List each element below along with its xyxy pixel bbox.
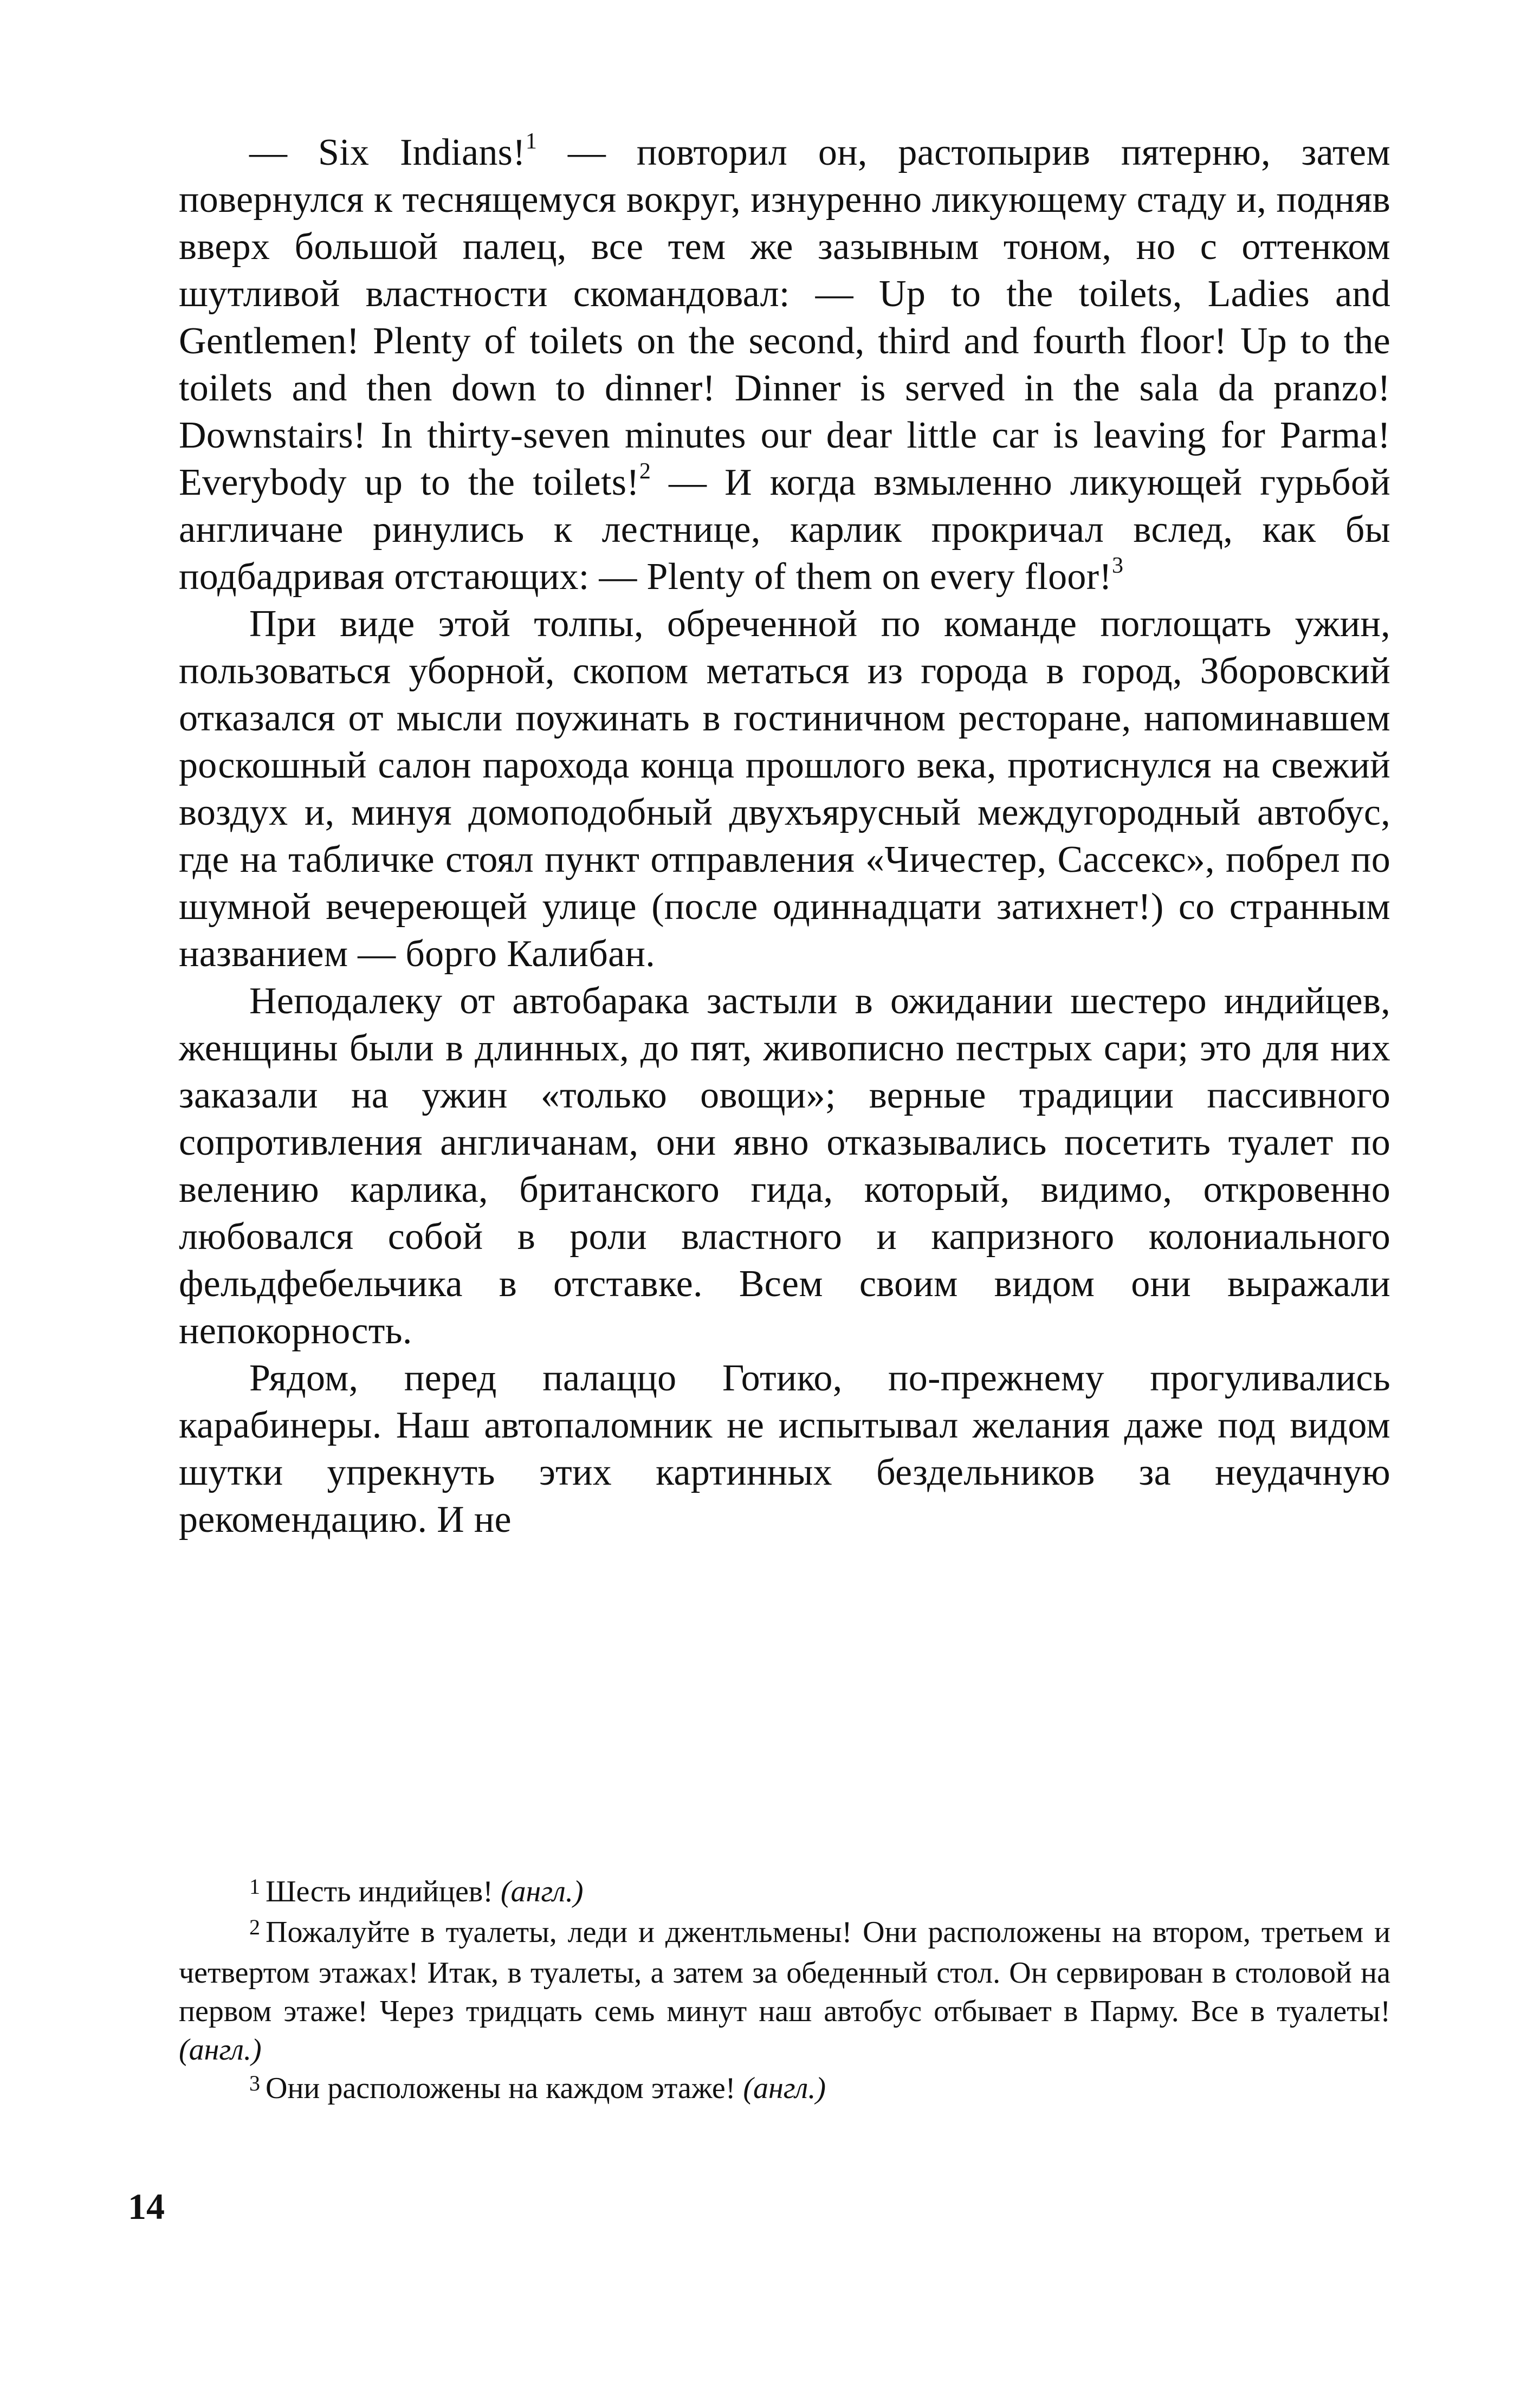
page-body [179,129,1390,1543]
paragraph [179,129,1390,600]
footnote-mark: 1 [249,1874,260,1899]
footnote-mark: 3 [249,2071,260,2095]
footnote-ref: 1 [525,128,538,154]
footnote [179,1913,1390,2069]
footnote-text: Шесть индийцев! [266,1875,493,1908]
footnote-ref: 3 [1111,553,1124,578]
footnote [179,1873,1390,1913]
footnote-lang: (англ.) [179,2033,262,2067]
paragraph-text: — повторил он, растопырив пятерню, затем повернулся к теснящемуся вокруг, изнуренно ликующему стаду и, подняв вверх большой палец, все тем же зазывным тоном, но с оттенком шутливой властности скомандовал: — Up to the toilets, Ladies and Gentlemen! Plenty of toilets on the second, third and fourth floor! Up to the toilets and then down to dinner! Dinner is served in the sala da pranzo! Downstairs! In thirty-seven minutes our dear little car is leaving for Parma! Everybody up to the toilets! [179,132,1390,503]
footnotes [179,1873,1390,2110]
footnote-lang: (англ.) [743,2072,826,2105]
paragraph: Рядом, перед палаццо Готико, по-прежнему прогуливались карабинеры. Наш автопаломник не испытывал желания даже под видом шутки упрекнуть этих картинных бездельников за неудачную рекомендацию. И не [179,1357,1390,1540]
footnote-lang: (англ.) [500,1875,584,1908]
footnote-mark: 2 [249,1915,260,1939]
page-number: 14 [128,2186,165,2227]
paragraph-text: — И когда взмыленно ликующей гурьбой англичане ринулись к лестнице, карлик прокричал вслед, как бы подбадривая отстающих: — Plenty of them on every floor! [179,462,1391,598]
paragraph: Неподалеку от автобарака застыли в ожидании шестеро индийцев, женщины были в длинных, до пят, живописно пестрых сари; это для них заказали на ужин «только овощи»; верные традиции пассивного сопротивления англичанам, они явно отказывались посетить туалет по велению карлика, британского гида, который, видимо, откровенно любовался собой в роли властного и капризного колониального фельдфебельчика в отставке. Всем своим видом они выражали непокорность. [179,980,1390,1352]
footnote [179,2069,1390,2110]
footnote-text: Пожалуйте в туалеты, леди и джентльмены! Они расположены на втором, третьем и четвертом этажах! Итак, в туалеты, а затем за обеденный стол. Он сервирован в столовой на первом этаже! Через тридцать семь минут наш автобус отбывает в Парму. Все в туалеты! [179,1915,1390,2028]
paragraph: При виде этой толпы, обреченной по команде поглощать ужин, пользоваться уборной, скопом метаться из города в город, Зборовский отказался от мысли поужинать в гостиничном ресторане, напоминавшем роскошный салон парохода конца прошлого века, протиснулся на свежий воздух и, минуя домоподобный двухъярусный междугородный автобус, где на табличке стоял пункт отправления «Чичестер, Сассекс», побрел по шумной вечереющей улице (после одиннадцати затихнет!) со странным названием — борго Калибан. [179,603,1390,975]
paragraph-text: — Six Indians! [249,132,526,173]
footnote-ref: 2 [639,458,651,484]
footnote-text: Они расположены на каждом этаже! [266,2072,736,2105]
